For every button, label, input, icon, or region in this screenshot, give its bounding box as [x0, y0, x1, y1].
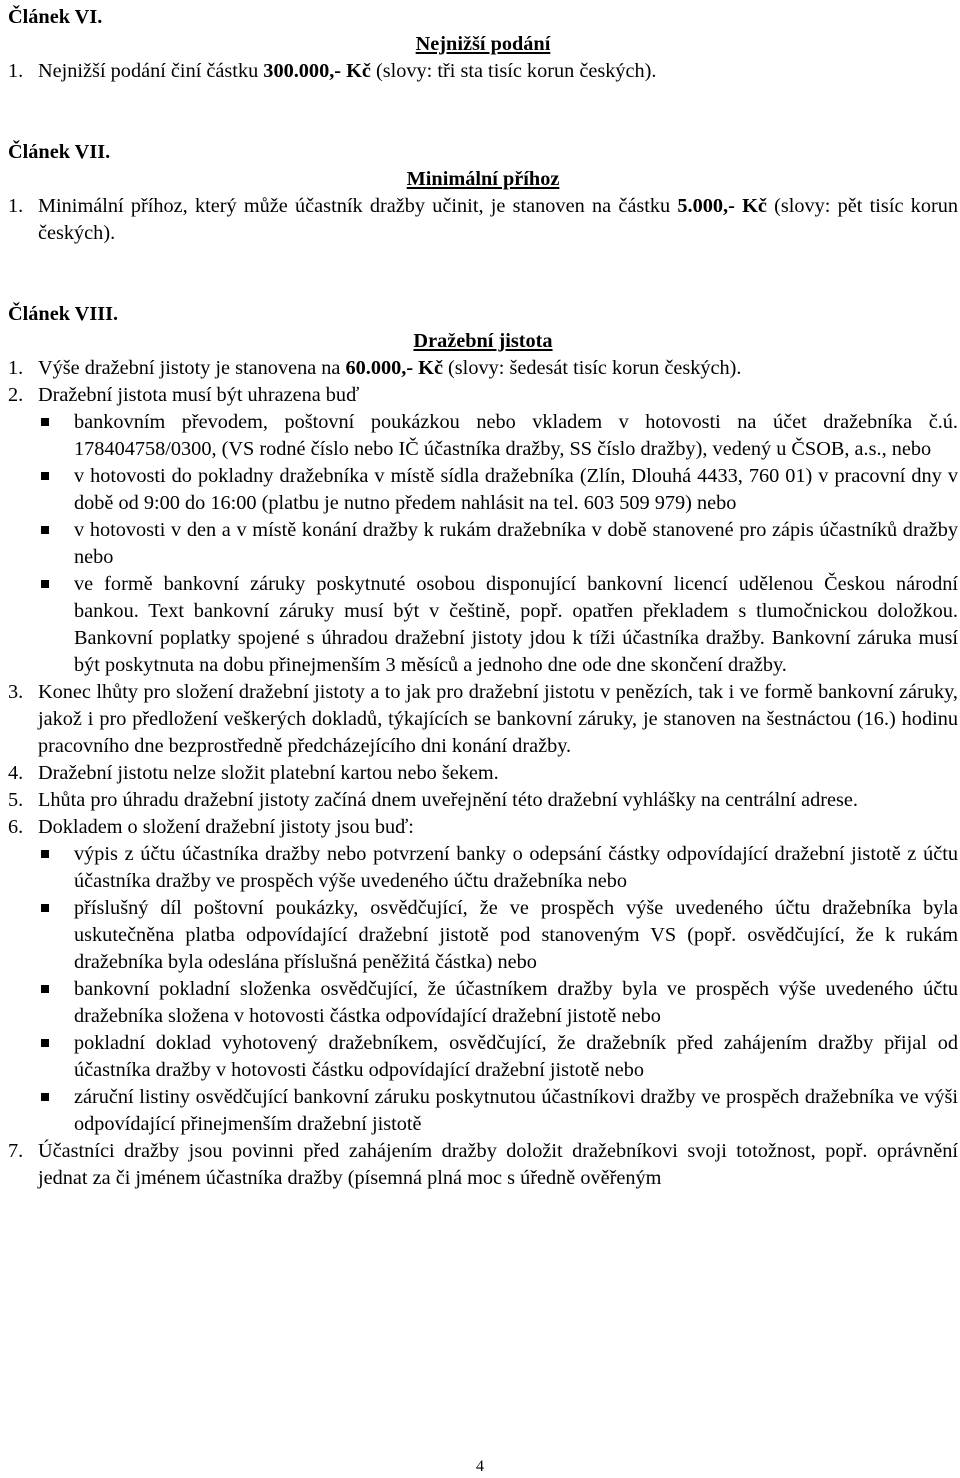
list-item: pokladní doklad vyhotovený dražebníkem, osvědčující, že dražebník před zahájením dražby přijal od účastníka dražby v hotovosti částku odpovídající dražební jistotě nebo	[8, 1030, 958, 1084]
list-item: výpis z účtu účastníka dražby nebo potvrzení banky o odepsání částky odpovídající dražební jistotě z účtu účastníka dražby ve prospěch výše uvedeného účtu dražebníka nebo	[8, 841, 958, 895]
article-7	[8, 139, 958, 247]
article-6	[8, 4, 958, 85]
numbered-paragraph	[8, 760, 958, 787]
paragraph-text: Výše dražební jistoty je stanovena na	[38, 357, 346, 379]
article-title: Dražební jistota	[413, 330, 553, 352]
paragraph-number: 2.	[8, 384, 24, 406]
bullet-square-icon	[41, 850, 49, 858]
article-heading: Článek VIII.	[8, 303, 119, 325]
paragraph-number: 7.	[8, 1140, 24, 1162]
bullet-square-icon	[41, 985, 49, 993]
article-title: Minimální příhoz	[406, 168, 560, 190]
numbered-paragraph	[8, 58, 958, 85]
paragraph-number: 4.	[8, 762, 24, 784]
bullet-square-icon	[41, 580, 49, 588]
paragraph-text: (slovy: tři sta tisíc korun českých).	[370, 60, 657, 82]
numbered-paragraph	[8, 787, 958, 814]
paragraph-text: Nejnižší podání činí částku	[38, 60, 264, 82]
spacer	[8, 85, 958, 139]
document-page	[8, 4, 958, 1192]
list-item: v hotovosti do pokladny dražebníka v místě sídla dražebníka (Zlín, Dlouhá 4433, 760 01) v pracovní dny v době od 9:00 do 16:00 (platbu je nutno předem nahlásit na tel. 603 509 979) nebo	[8, 463, 958, 517]
paragraph-number: 6.	[8, 816, 24, 838]
list-item: příslušný díl poštovní poukázky, osvědčující, že ve prospěch výše uvedeného účtu dražebníka byla uskutečněna platba odpovídající dražební jistotě pod stanoveným VS (popř. osvědčující, že k rukám dražebníka byla odeslána příslušná peněžitá částka) nebo	[8, 895, 958, 976]
list-item: ve formě bankovní záruky poskytnuté osobou disponující bankovní licencí udělenou Českou národní bankou. Text bankovní záruky musí být v češtině, popř. opatřen překladem s tlumočnickou doložkou. Bankovní poplatky spojené s úhradou dražební jistoty jdou k tíži účastníka dražby. Bankovní záruka musí být poskytnuta na dobu přinejmenším 3 měsíců a jednoho dne ode dne skončení dražby.	[8, 571, 958, 679]
bullet-square-icon	[41, 1039, 49, 1047]
bullet-square-icon	[41, 472, 49, 480]
bullet-square-icon	[41, 526, 49, 534]
paragraph-text: Dražební jistotu nelze složit platební kartou nebo šekem.	[38, 762, 499, 784]
numbered-paragraph	[8, 355, 958, 382]
bullet-square-icon	[41, 418, 49, 426]
payment-methods-list	[8, 409, 958, 679]
paragraph-text: Konec lhůty pro složení dražební jistoty a to jak pro dražební jistotu v penězích, tak i ve formě bankovní záruky, jakož i pro předložení veškerých dokladů, týkajících se bankovní záruky, je stanoven na šestnáctou (16.) hodinu pracovního dne bezprostředně předcházejícího dni konání dražby.	[38, 681, 958, 757]
list-item: bankovní pokladní složenka osvědčující, že účastníkem dražby byla ve prospěch výše uvedeného účtu dražebníka složena v hotovosti částka odpovídající dražební jistotě nebo	[8, 976, 958, 1030]
numbered-paragraph	[8, 814, 958, 841]
numbered-paragraph	[8, 193, 958, 247]
paragraph-text: Dokladem o složení dražební jistoty jsou buď:	[38, 816, 414, 838]
amount: 60.000,- Kč	[345, 357, 443, 379]
article-heading: Článek VII.	[8, 141, 111, 163]
paragraph-text: Lhůta pro úhradu dražební jistoty začíná dnem uveřejnění této dražební vyhlášky na centrální adrese.	[38, 789, 858, 811]
article-title: Nejnižší podání	[415, 33, 551, 55]
list-item: bankovním převodem, poštovní poukázkou nebo vkladem v hotovosti na účet dražebníka č.ú. 178404758/0300, (VS rodné číslo nebo IČ účastníka dražby, SS číslo dražby), vedený u ČSOB, a.s., nebo	[8, 409, 958, 463]
paragraph-text: Účastníci dražby jsou povinni před zahájením dražby doložit dražebníkovi svoji totožnost, popř. oprávnění jednat za či jménem účastníka dražby (písemná plná moc s úředně ověřeným	[38, 1140, 958, 1189]
paragraph-number: 3.	[8, 681, 24, 703]
paragraph-number: 5.	[8, 789, 24, 811]
bullet-square-icon	[41, 1093, 49, 1101]
paragraph-text: (slovy: šedesát tisíc korun českých).	[442, 357, 742, 379]
article-8	[8, 301, 958, 1192]
amount: 300.000,- Kč	[263, 60, 371, 82]
bullet-square-icon	[41, 904, 49, 912]
paragraph-number: 1.	[8, 60, 24, 82]
numbered-paragraph	[8, 382, 958, 409]
page-number: 4	[476, 1458, 484, 1475]
numbered-paragraph	[8, 1138, 958, 1192]
list-item: v hotovosti v den a v místě konání dražby k rukám dražebníka v době stanovené pro zápis účastníků dražby nebo	[8, 517, 958, 571]
paragraph-number: 1.	[8, 357, 24, 379]
spacer	[8, 247, 958, 301]
paragraph-number: 1.	[8, 195, 24, 217]
article-heading: Článek VI.	[8, 6, 103, 28]
paragraph-text: Dražební jistota musí být uhrazena buď	[38, 384, 360, 406]
amount: 5.000,- Kč	[677, 195, 767, 217]
proof-documents-list	[8, 841, 958, 1138]
list-item: záruční listiny osvědčující bankovní záruku poskytnutou účastníkovi dražby ve prospěch dražebníka ve výši odpovídající přinejmenším dražební jistotě	[8, 1084, 958, 1138]
numbered-paragraph	[8, 679, 958, 760]
paragraph-text: (slovy: pět tisíc korun českých).	[38, 195, 958, 244]
paragraph-text: Minimální příhoz, který může účastník dražby učinit, je stanoven na částku	[38, 195, 678, 217]
